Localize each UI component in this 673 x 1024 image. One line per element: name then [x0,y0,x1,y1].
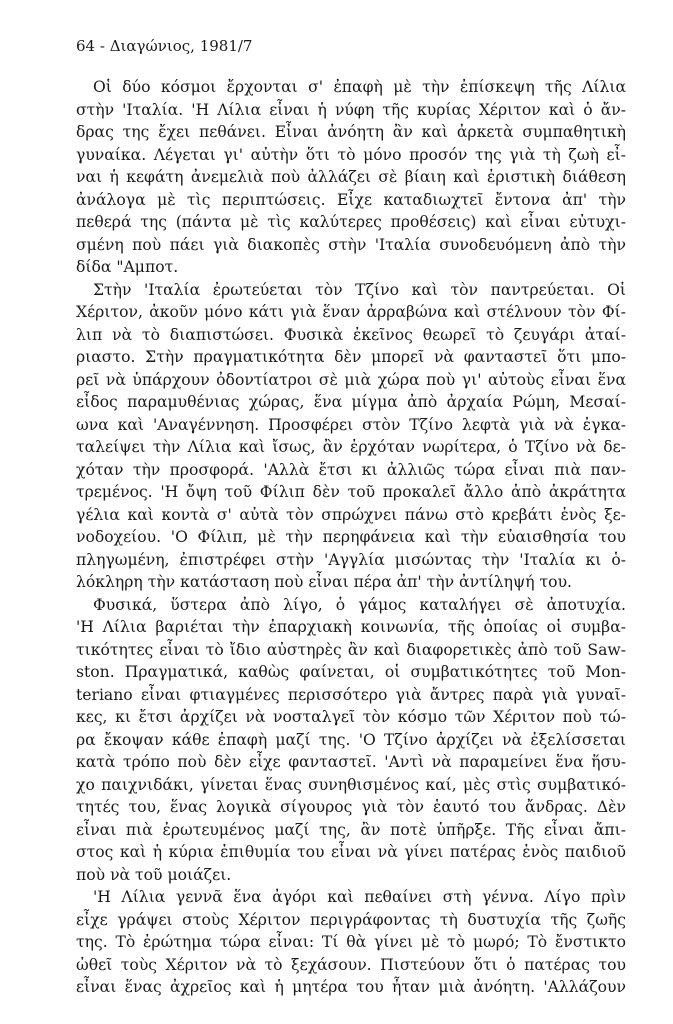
running-header: 64 - Διαγώνιος, 1981/7 [76,37,253,55]
text-line: Στὴν 'Ιταλία ἐρωτεύεται τὸν Τζίνο καὶ τὸν παντρεύεται. Οἱ [93,280,626,299]
paragraph [76,886,626,999]
text-line: ταλείψει τὴν Λίλια καὶ ἴσως, ἂν ἐρχόταν νωρίτερα, ὁ Τζίνο νὰ δε- [76,438,626,456]
text-line: ston. Πραγματικά, καθὼς φαίνεται, οἱ συμβατικότητες τοῦ Mon- [76,663,626,681]
paragraph [76,279,626,594]
text-line: εἶδος παραμυθένιας χώρας, ἕνα μίγμα ἀπὸ ἀρχαία Ρώμη, Μεσαί- [76,393,626,411]
text-line: γέλια καὶ κοντὰ σ' αὐτὰ τὸν σπρώχνει πάνω στὸ κρεβάτι ἑνὸς ξε- [76,505,626,524]
text-line: στος καὶ ἡ κύρια ἐπιθυμία του εἶναι νὰ γίνει πατέρας ἑνὸς παιδιοῦ [76,843,626,861]
text-line: κατὰ τρόπο ποὺ δὲν εἶχε φανταστεῖ. 'Αντὶ νὰ παραμείνει ἕνα ἥσυ- [76,753,626,771]
text-line: Οἱ δύο κόσμοι ἔρχονται σ' ἐπαφὴ μὲ τὴν ἐπίσκεψη τῆς Λίλια [93,78,626,96]
text-line: ριαστο. Στὴν πραγματικότητα δὲν μπορεῖ νὰ φανταστεῖ ὅτι μπο- [76,348,626,366]
text-line: εἶναι πιὰ ἐρωτευμένος μαζί της, ἂν ποτὲ ὑπῆρξε. Τῆς εἶναι ἄπι- [76,820,626,839]
text-line: 'Η Λίλια γεννᾶ ἕνα ἀγόρι καὶ πεθαίνει στὴ γέννα. Λίγο πρὶν [93,888,626,906]
text-line: δρας της ἔχει πεθάνει. Εἶναι ἀνόητη ἂν καὶ ἀρκετὰ συμπαθητικὴ [76,123,626,141]
text-line: χο παιχνιδάκι, γίνεται ἕνας συνηθισμένος καί, μὲς στὶς συμβατικό- [76,775,626,794]
text-line: σμένη ποὺ πάει γιὰ διακοπὲς στὴν 'Ιταλία συνοδευόμενη ἀπὸ τὴν [76,235,626,254]
text-line: ρα ἔκοψαν κάθε ἐπαφὴ μαζί της. 'Ο Τζίνο ἀρχίζει νὰ ἐξελίσσεται [76,730,626,749]
text-line: της. Τὸ ἐρώτημα τώρα εἶναι: Τί θὰ γίνει μὲ τὸ μωρό; Τὸ ἔνστικτο [76,933,626,951]
text-line: δίδα "Αμποτ. [76,258,179,276]
paragraph [76,76,626,279]
text-line: Φυσικά, ὕστερα ἀπὸ λίγο, ὁ γάμος καταλήγει σὲ ἀποτυχία. [93,595,626,614]
text-line: ωνα καὶ 'Αναγέννηση. Προσφέρει στὸν Τζίνο λεφτὰ γιὰ νὰ ἐγκα- [76,415,626,434]
text-line: ἀνάλογα μὲ τὶς περιπτώσεις. Εἶχε καταδιωχτεῖ ἔντονα ἀπ' τὴν [76,190,626,209]
article-text [76,76,626,999]
text-line: ὠθεῖ τοὺς Χέριτον νὰ τὸ ξεχάσουν. Πιστεύουν ὅτι ὁ πατέρας του [76,955,626,974]
text-line: λόκληρη τὴν κατάσταση ποὺ εἶναι πέρα ἀπ' τὴν ἀντίληψή του. [76,573,573,591]
page-body [76,36,626,999]
text-line: χόταν τὴν προσφορά. 'Αλλὰ ἔτσι κι ἀλλιῶς τώρα εἶναι πιὰ παν- [76,460,626,479]
text-line: τρεμένος. 'Η ὄψη τοῦ Φίλιπ δὲν τοῦ προκαλεῖ ἄλλο ἀπὸ ἀκράτητα [76,483,626,501]
text-line: στὴν 'Ιταλία. 'Η Λίλια εἶναι ἡ νύφη τῆς κυρίας Χέριτον καὶ ὁ ἄν- [76,100,626,119]
text-line: λιπ νὰ τὸ διαπιστώσει. Φυσικὰ ἐκεῖνος θεωρεῖ τὸ ζευγάρι ἀταί- [76,325,626,344]
text-line: ναι ἡ κεφάτη ἀνεμελιὰ ποὺ ἀλλάζει σὲ βίαιη καὶ ἐριστικὴ διάθεση [76,168,626,186]
text-line: κες, κι ἔτσι ἀρχίζει νὰ νοσταλγεῖ τὸν κόσμο τῶν Χέριτον ποὺ τώ- [76,708,626,726]
text-line: ποὺ νὰ τοῦ μοιάζει. [76,865,232,884]
paragraph [76,594,626,887]
text-line: τικότητες εἶναι τὸ ἴδιο αὐστηρὲς ἂν καὶ διαφορετικὲς ἀπὸ τοῦ Saw- [76,640,626,659]
text-line: ρεῖ νὰ ὑπάρχουν ὀδοντίατροι σὲ μιὰ χώρα ποὺ γι' αὐτοὺς εἶναι ἕνα [76,370,626,389]
text-line: γυναίκα. Λέγεται γι' αὐτὴν ὅτι τὸ μόνο προσόν της γιὰ τὴ ζωὴ εἶ- [76,145,626,164]
text-line: πεθερά της (πάντα μὲ τὶς καλύτερες προθέσεις) καὶ εἶναι εὐτυχι- [76,213,626,231]
text-line: πληγωμένη, ἐπιστρέφει στὴν 'Αγγλία μισώντας τὴν 'Ιταλία κι ὁ- [76,550,626,569]
text-line: teriano εἶναι φτιαγμένες περισσότερο γιὰ ἄντρες παρὰ γιὰ γυναῖ- [76,685,626,704]
text-line: Χέριτον, ἀκοῦν μόνο κάτι γιὰ ἕναν ἀρραβώνα καὶ στέλνουν τὸν Φί- [76,303,626,321]
text-line: νοδοχείου. 'Ο Φίλιπ, μὲ τὴν περηφάνεια καὶ τὴν εὐαισθησία του [76,528,626,546]
text-line: εἶναι ἕνας ἀχρεῖος καὶ ἡ μητέρα του ἦταν μιὰ ἀνόητη. 'Αλλάζουν [76,978,626,996]
text-line: εἶχε γράψει στοὺς Χέριτον περιγράφοντας τὴ δυστυχία τῆς ζωῆς [76,910,626,929]
text-line: τητές του, ἕνας λογικὰ σίγουρος γιὰ τὸν ἑαυτό του ἄνδρας. Δὲν [76,798,626,816]
text-line: 'Η Λίλια βαριέται τὴν ἐπαρχιακὴ κοινωνία, τῆς ὁποίας οἱ συμβα- [76,618,626,636]
